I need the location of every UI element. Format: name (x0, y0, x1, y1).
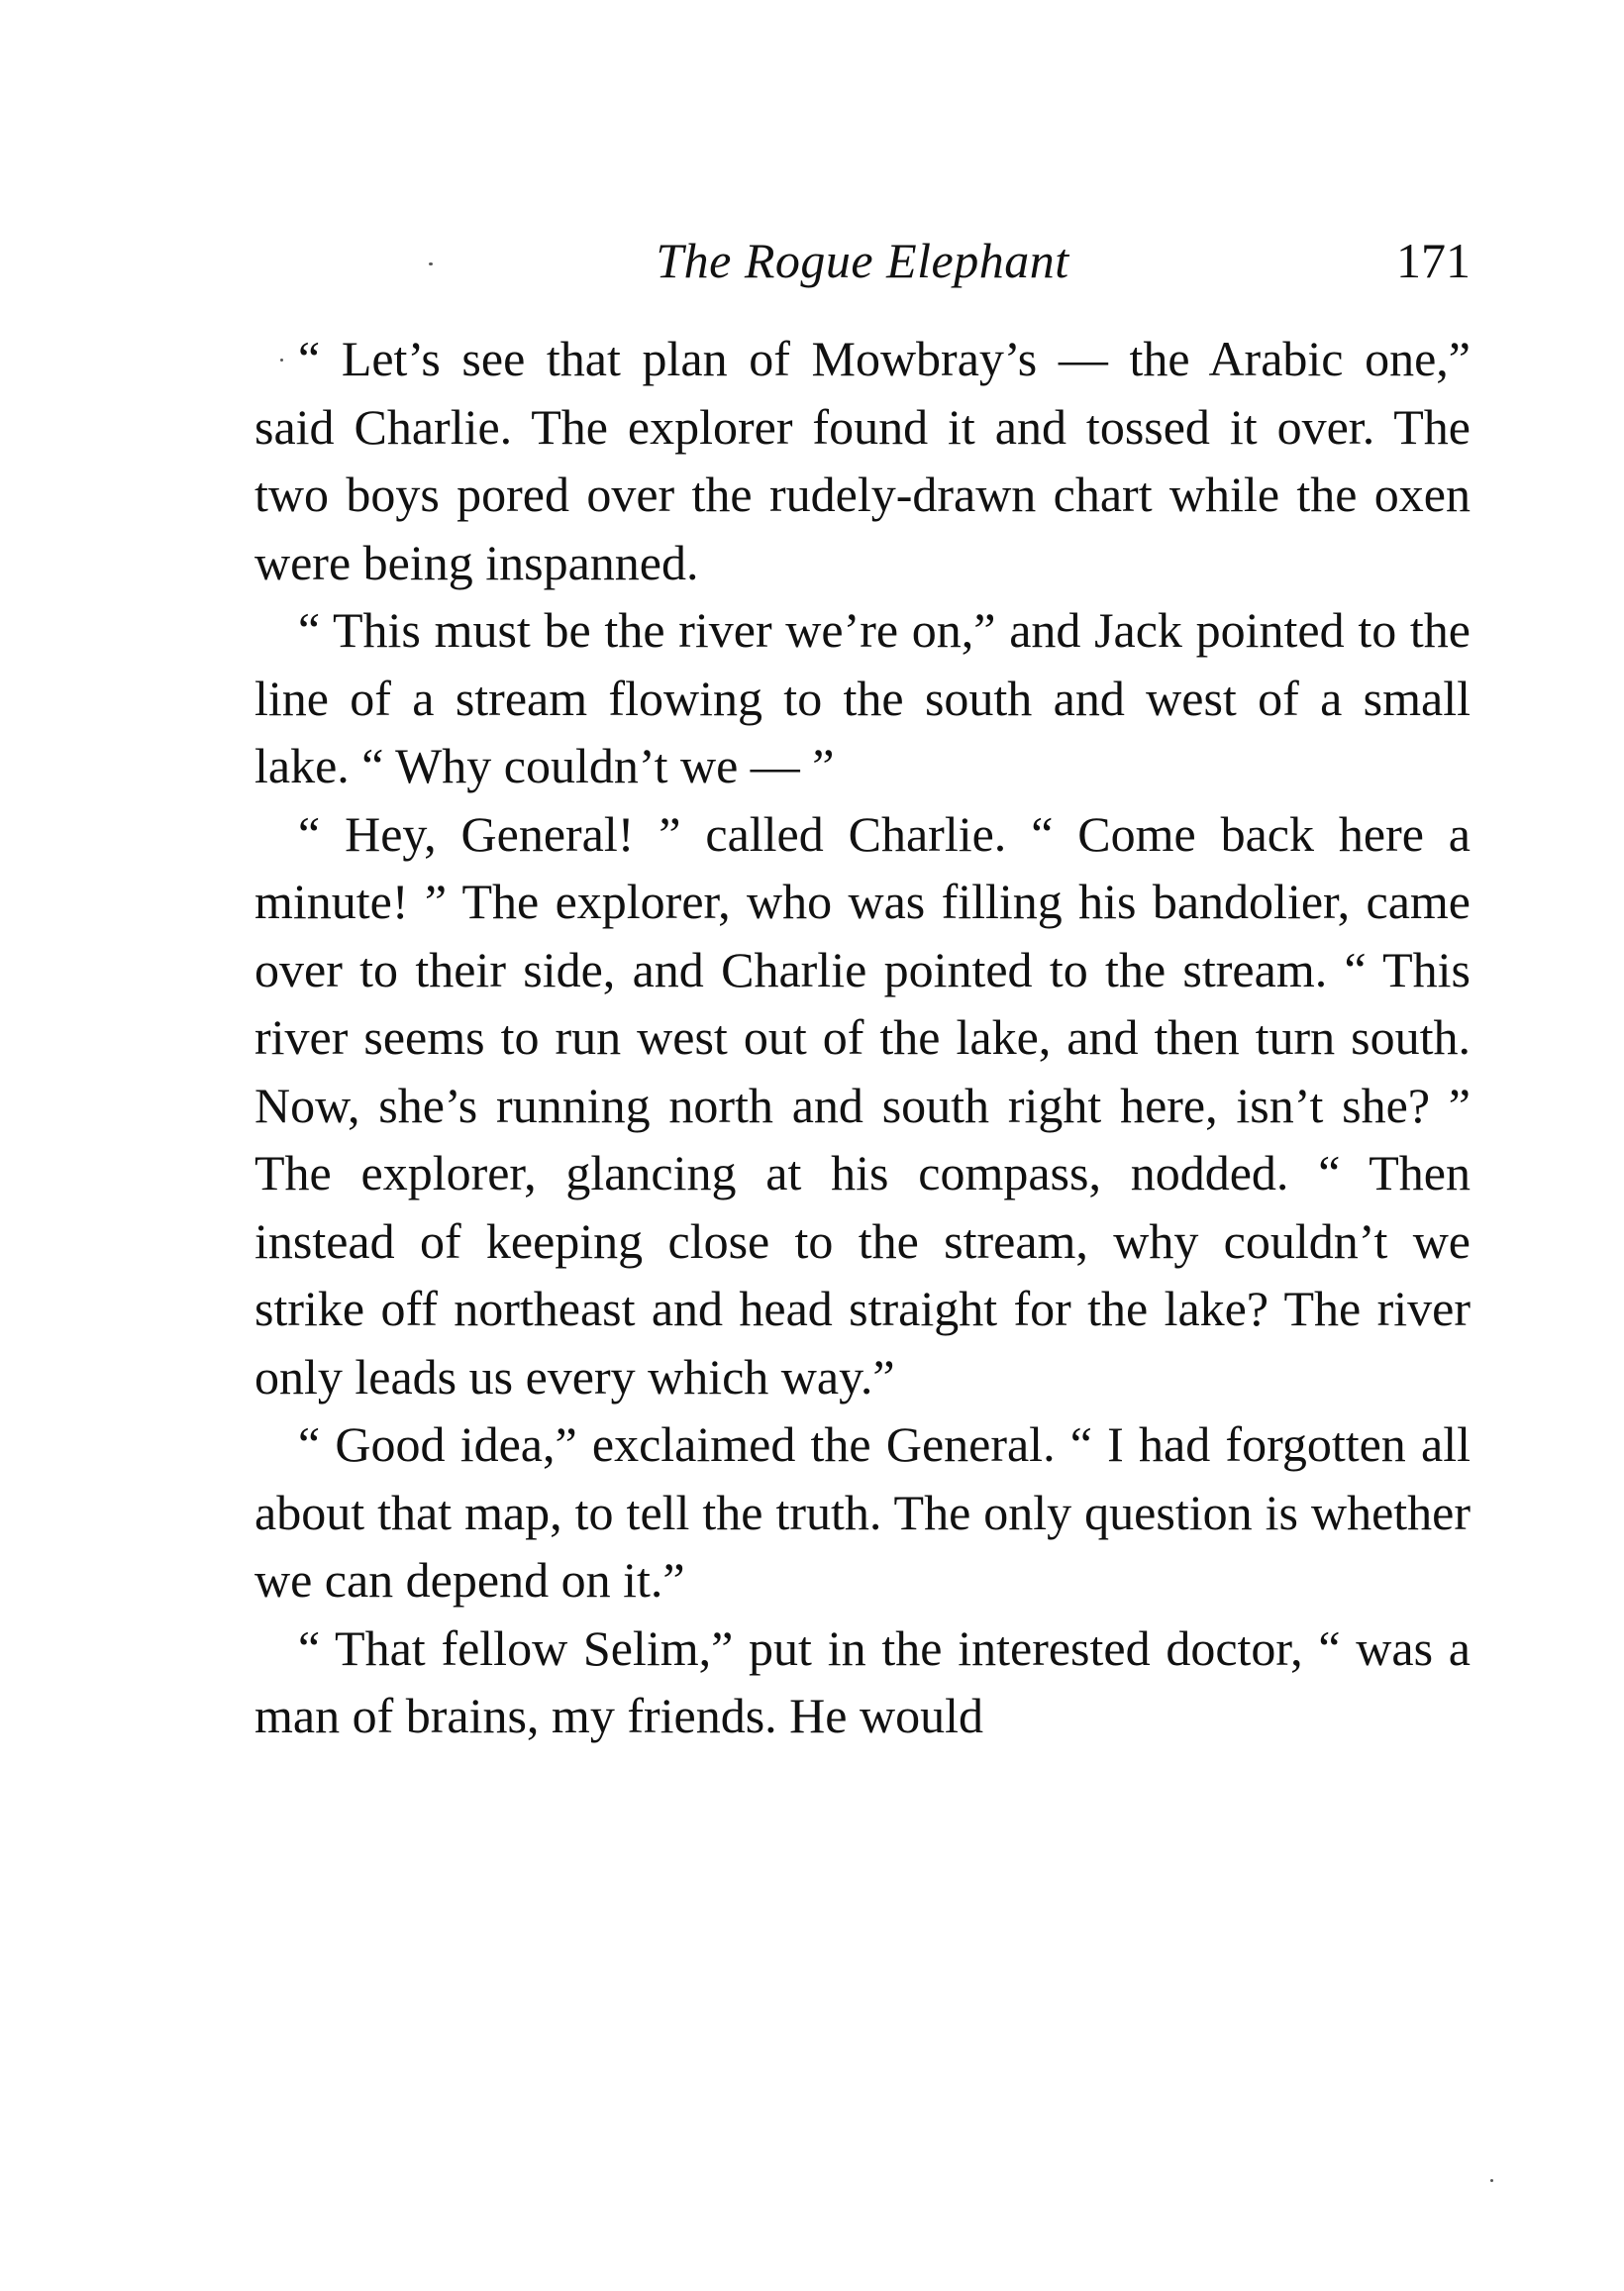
body-text (254, 325, 1471, 1750)
running-title: The Rogue Elephant (656, 233, 1069, 288)
running-head (254, 226, 1471, 295)
paragraph: “ This must be the river we’re on,” and Jack pointed to the line of a stream flowing to the south and west of a small lake. “ Why couldn’t we — ” (254, 602, 1471, 793)
paragraph: “ Let’s see that plan of Mowbray’s — the Arabic one,” said Charlie. The explorer found it and tossed it over. The two boys pored over the rudely-drawn chart while the oxen were being inspanned. (254, 331, 1471, 590)
scan-speck (1490, 2179, 1493, 2182)
paragraph: “ Good idea,” exclaimed the General. “ I had forgotten all about that map, to tell the truth. The only question is whether we can depend on it.” (254, 1416, 1471, 1608)
paragraph: “ That fellow Selim,” put in the interested doctor, “ was a man of brains, my friends. He would (254, 1619, 1471, 1743)
paragraph: “ Hey, General! ” called Charlie. “ Come back here a minute! ” The explorer, who was filling his bandolier, came over to their side, and Charlie pointed to the stream. “ This river seems to run west out of the lake, and then turn south. Now, she’s running north and south right here, isn’t she? ” The explorer, glancing at his compass, nodded. “ Then instead of keeping close to the stream, why couldn’t we strike off northeast and head straight for the lake? The river only leads us every which way.” (254, 805, 1471, 1405)
scan-speck (429, 262, 433, 265)
scan-speck (280, 359, 283, 362)
page-number: 171 (1396, 233, 1471, 288)
